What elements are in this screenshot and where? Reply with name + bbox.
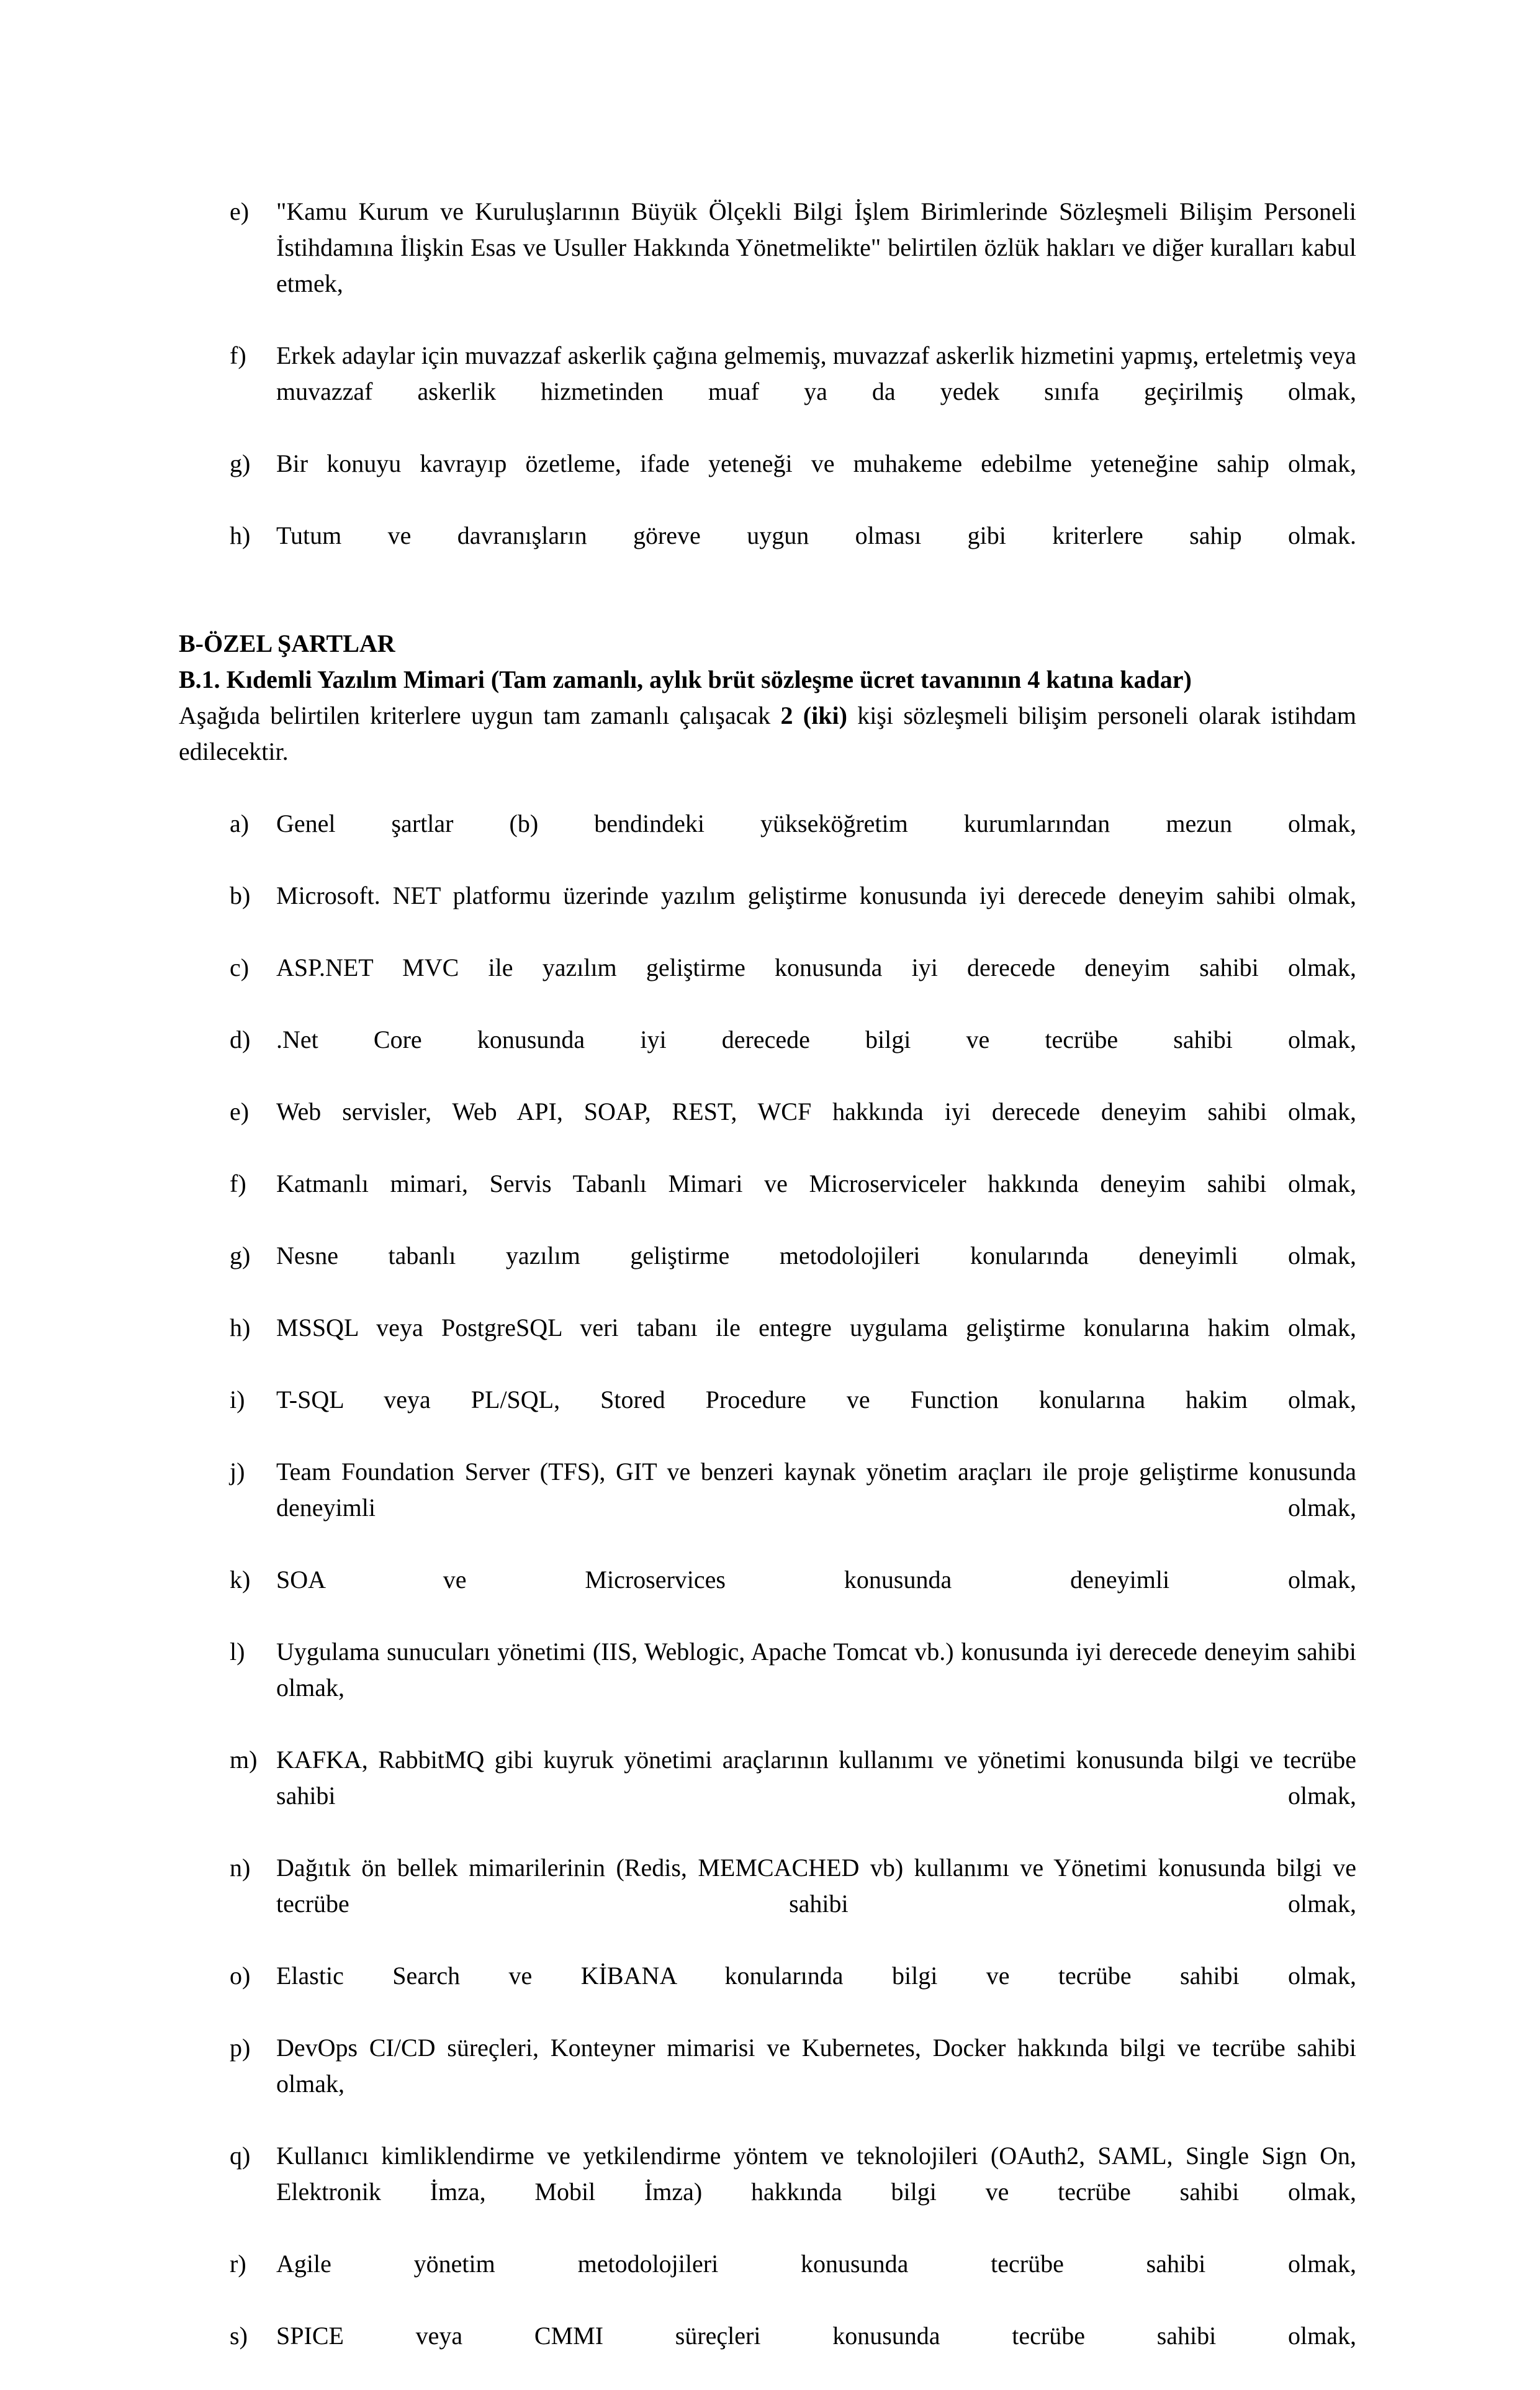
special-condition-item-marker: h) [230,1314,251,1342]
position-heading: B.1. Kıdemli Yazılım Mimari (Tam zamanlı, aylık brüt sözleşme ücret tavanının 4 katına kadar) [179,665,1192,693]
special-condition-item-text: Kullanıcı kimliklendirme ve yetkilendirme yöntem ve teknolojileri (OAuth2, SAML, Single Sign On, Elektronik İmza, Mobil İmza) hakkında bilgi ve tecrübe sahibi olmak, [276,2142,1356,2206]
special-condition-item-marker: q) [230,2142,251,2170]
special-condition-item [179,1562,1356,1634]
special-condition-item-text: Team Foundation Server (TFS), GIT ve benzeri kaynak yönetim araçları ile proje geliştirme konusunda deneyimli olmak, [276,1458,1356,1522]
special-condition-item-text: ASP.NET MVC ile yazılım geliştirme konusunda iyi derecede deneyim sahibi olmak, [276,954,1356,981]
special-condition-item [179,806,1356,878]
special-condition-item-marker: g) [230,1242,251,1269]
special-condition-item-marker: l) [230,1638,245,1666]
special-condition-item-text: Katmanlı mimari, Servis Tabanlı Mimari ve Microserviceler hakkında deneyim sahibi olmak, [276,1170,1356,1197]
special-condition-item [179,1850,1356,1958]
special-condition-item-marker: e) [230,1098,250,1125]
general-condition-item [179,446,1356,518]
special-condition-item [179,1958,1356,2030]
special-condition-item-text: Web servisler, Web API, SOAP, REST, WCF hakkında iyi derecede deneyim sahibi olmak, [276,1098,1356,1125]
document-body [179,194,1356,2390]
special-condition-item-marker: m) [230,1746,258,1774]
special-condition-item-text: SOA ve Microservices konusunda deneyimli olmak, [276,1566,1356,1594]
special-condition-item-marker: p) [230,2034,251,2062]
special-condition-item [179,1742,1356,1850]
special-condition-item-marker: i) [230,1386,245,1414]
special-condition-item [179,2246,1356,2318]
special-condition-item-marker: r) [230,2250,246,2278]
general-condition-item-marker: g) [230,449,251,477]
general-condition-item [179,518,1356,590]
special-condition-item-marker: a) [230,809,250,837]
special-condition-item [179,1454,1356,1562]
general-condition-item [179,194,1356,338]
general-condition-item-marker: e) [230,197,250,225]
special-condition-item [179,2138,1356,2246]
special-condition-item-marker: j) [230,1458,245,1486]
special-condition-item [179,1238,1356,1310]
special-condition-item-text: SPICE veya CMMI süreçleri konusunda tecrübe sahibi olmak, [276,2322,1356,2350]
special-condition-item-text: KAFKA, RabbitMQ gibi kuyruk yönetimi araçlarının kullanımı ve yönetimi konusunda bilgi ve tecrübe sahibi olmak, [276,1746,1356,1810]
special-condition-item-text: .Net Core konusunda iyi derecede bilgi ve tecrübe sahibi olmak, [276,1026,1356,1053]
intro-before-bold: Aşağıda belirtilen kriterlere uygun tam zamanlı çalışacak [179,701,781,729]
special-condition-item-text: Agile yönetim metodolojileri konusunda tecrübe sahibi olmak, [276,2250,1356,2278]
special-condition-item-marker: d) [230,1026,251,1053]
intro-bold-count: 2 (iki) [780,701,847,729]
general-conditions-list [179,194,1356,590]
special-condition-item-marker: o) [230,1962,251,1990]
general-condition-item-marker: h) [230,521,251,549]
special-condition-item-text: T-SQL veya PL/SQL, Stored Procedure ve Function konularına hakim olmak, [276,1386,1356,1414]
general-condition-item-text: "Kamu Kurum ve Kuruluşlarının Büyük Ölçekli Bilgi İşlem Birimlerinde Sözleşmeli Bilişim Personeli İstihdamına İlişkin Esas ve Usuller Hakkında Yönetmelikte" belirtilen özlük hakları ve diğer kuralları kabul etmek, [276,197,1356,297]
special-condition-item [179,878,1356,950]
special-condition-item-text: Genel şartlar (b) bendindeki yükseköğretim kurumlarından mezun olmak, [276,809,1356,837]
special-condition-item-marker: b) [230,882,251,909]
special-condition-item-text: DevOps CI/CD süreçleri, Konteyner mimarisi ve Kubernetes, Docker hakkında bilgi ve tecrübe sahibi olmak, [276,2034,1356,2098]
special-condition-item-text: Uygulama sunucuları yönetimi (IIS, Weblogic, Apache Tomcat vb.) konusunda iyi derecede deneyim sahibi olmak, [276,1638,1356,1702]
spacer [179,590,1356,626]
special-condition-item [179,950,1356,1022]
special-condition-item-text: Microsoft. NET platformu üzerinde yazılım geliştirme konusunda iyi derecede deneyim sahibi olmak, [276,882,1356,909]
intro-paragraph [179,698,1356,806]
special-condition-item [179,1166,1356,1238]
general-condition-item-text: Tutum ve davranışların göreve uygun olması gibi kriterlere sahip olmak. [276,521,1356,549]
special-condition-item-marker: n) [230,1854,251,1882]
special-condition-item [179,1022,1356,1094]
special-condition-item-text: Dağıtık ön bellek mimarilerinin (Redis, MEMCACHED vb) kullanımı ve Yönetimi konusunda bilgi ve tecrübe sahibi olmak, [276,1854,1356,1918]
special-condition-item-marker: k) [230,1566,251,1594]
special-condition-item [179,2030,1356,2138]
special-conditions-heading: B-ÖZEL ŞARTLAR [179,629,395,657]
special-condition-item-text: MSSQL veya PostgreSQL veri tabanı ile entegre uygulama geliştirme konularına hakim olmak, [276,1314,1356,1342]
general-condition-item-text: Bir konuyu kavrayıp özetleme, ifade yeteneği ve muhakeme edebilme yeteneğine sahip olmak, [276,449,1356,477]
special-condition-item-text: Nesne tabanlı yazılım geliştirme metodolojileri konularında deneyimli olmak, [276,1242,1356,1269]
special-condition-item-marker: s) [230,2322,248,2350]
special-conditions-list [179,806,1356,2390]
special-condition-item [179,1634,1356,1742]
special-condition-item [179,2318,1356,2390]
special-condition-item [179,1310,1356,1382]
general-condition-item [179,338,1356,446]
general-condition-item-marker: f) [230,341,246,369]
special-condition-item [179,1094,1356,1166]
intro-after-bold: kişi sözleşmeli bilişim personeli olarak istihdam edilecektir. [179,701,1356,765]
special-condition-item [179,1382,1356,1454]
special-condition-item-marker: c) [230,954,250,981]
special-condition-item-marker: f) [230,1170,246,1197]
general-condition-item-text: Erkek adaylar için muvazzaf askerlik çağına gelmemiş, muvazzaf askerlik hizmetini yapmış, erteletmiş veya muvazzaf askerlik hizmetinden muaf ya da yedek sınıfa geçirilmiş olmak, [276,341,1356,405]
special-condition-item-text: Elastic Search ve KİBANA konularında bilgi ve tecrübe sahibi olmak, [276,1962,1356,1990]
